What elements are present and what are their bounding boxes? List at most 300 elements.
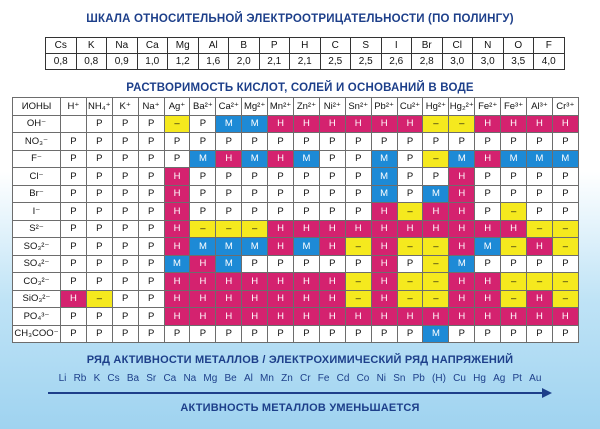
solubility-cell: М xyxy=(242,238,268,256)
table-row xyxy=(13,273,579,291)
solubility-cell: Р xyxy=(423,133,449,151)
metal-symbol: Sn xyxy=(393,373,406,384)
solubility-cell: Н xyxy=(449,203,475,221)
solubility-cell: Р xyxy=(138,325,164,343)
solubility-cell: Р xyxy=(345,150,371,168)
anion-label: CO₃²⁻ xyxy=(13,273,61,291)
cation-header: Hg²⁺ xyxy=(423,98,449,116)
solubility-cell: Н xyxy=(268,290,294,308)
solubility-cell: Н xyxy=(294,220,320,238)
solubility-cell: Р xyxy=(268,325,294,343)
solubility-cell: Р xyxy=(294,203,320,221)
cation-header: Hg₂²⁺ xyxy=(449,98,475,116)
anion-label: F⁻ xyxy=(13,150,61,168)
solubility-cell: Р xyxy=(294,255,320,273)
solubility-cell: Р xyxy=(86,168,112,186)
solubility-cell: – xyxy=(527,273,553,291)
solubility-cell: Н xyxy=(371,238,397,256)
decrease-arrow xyxy=(48,392,550,394)
element-cell: Cl xyxy=(442,38,473,54)
solubility-cell: Р xyxy=(475,325,501,343)
solubility-cell: – xyxy=(423,115,449,133)
metal-symbol: Al xyxy=(243,373,253,384)
solubility-cell: М xyxy=(371,150,397,168)
solubility-cell: Н xyxy=(268,150,294,168)
solubility-cell: Р xyxy=(319,203,345,221)
electronegativity-value: 2,8 xyxy=(412,54,443,70)
table-row xyxy=(13,150,579,168)
metal-symbol: K xyxy=(93,373,101,384)
solubility-cell: – xyxy=(501,290,527,308)
solubility-cell: Р xyxy=(112,133,138,151)
solubility-cell: Р xyxy=(86,238,112,256)
solubility-cell: Р xyxy=(61,238,87,256)
solubility-cell: Р xyxy=(138,150,164,168)
solubility-cell: – xyxy=(423,273,449,291)
cation-header-row xyxy=(13,98,579,116)
solubility-cell: Р xyxy=(552,255,578,273)
solubility-cell: Р xyxy=(61,133,87,151)
solubility-cell: Н xyxy=(268,273,294,291)
solubility-cell: – xyxy=(345,273,371,291)
solubility-cell: Р xyxy=(319,168,345,186)
solubility-cell: М xyxy=(552,150,578,168)
cation-header: Fe²⁺ xyxy=(475,98,501,116)
anion-label: SiO₃²⁻ xyxy=(13,290,61,308)
solubility-cell: Н xyxy=(319,290,345,308)
solubility-cell: Н xyxy=(216,273,242,291)
solubility-cell: Н xyxy=(61,290,87,308)
solubility-cell: Р xyxy=(138,168,164,186)
solubility-cell: Р xyxy=(61,150,87,168)
electronegativity-value: 0,9 xyxy=(107,54,138,70)
solubility-table xyxy=(12,97,579,343)
anion-label: Cl⁻ xyxy=(13,168,61,186)
electronegativity-value: 4,0 xyxy=(534,54,565,70)
element-cell: O xyxy=(503,38,534,54)
solubility-cell: Н xyxy=(371,220,397,238)
solubility-cell: – xyxy=(216,220,242,238)
solubility-cell: Н xyxy=(423,203,449,221)
solubility-cell: – xyxy=(552,220,578,238)
solubility-cell: Р xyxy=(397,150,423,168)
solubility-cell: Н xyxy=(371,115,397,133)
electronegativity-value: 1,0 xyxy=(137,54,168,70)
solubility-cell: Р xyxy=(527,325,553,343)
solubility-cell: Н xyxy=(345,115,371,133)
metal-symbol: Mn xyxy=(260,373,274,384)
element-cell: F xyxy=(534,38,565,54)
solubility-cell: Н xyxy=(475,220,501,238)
solubility-cell: Н xyxy=(190,273,216,291)
solubility-cell: Р xyxy=(86,273,112,291)
solubility-cell: Н xyxy=(449,273,475,291)
solubility-cell: Н xyxy=(216,308,242,326)
metal-symbol: Cu xyxy=(453,373,466,384)
solubility-cell: Н xyxy=(449,238,475,256)
metal-symbol: Sr xyxy=(146,373,157,384)
solubility-cell: Р xyxy=(345,255,371,273)
solubility-cell: Н xyxy=(501,220,527,238)
solubility-cell: Р xyxy=(112,185,138,203)
solubility-cell: М xyxy=(216,115,242,133)
solubility-cell: Р xyxy=(61,273,87,291)
solubility-title: РАСТВОРИМОСТЬ КИСЛОТ, СОЛЕЙ И ОСНОВАНИЙ В ВОДЕ xyxy=(126,82,474,94)
solubility-cell: Р xyxy=(475,133,501,151)
solubility-cell: Р xyxy=(552,168,578,186)
solubility-cell: Н xyxy=(319,220,345,238)
solubility-cell: Р xyxy=(242,255,268,273)
solubility-cell: – xyxy=(345,238,371,256)
table-row xyxy=(13,238,579,256)
solubility-cell: Р xyxy=(397,168,423,186)
electronegativity-value: 0,8 xyxy=(76,54,107,70)
solubility-cell: Р xyxy=(61,308,87,326)
solubility-cell: Р xyxy=(138,220,164,238)
solubility-cell: – xyxy=(86,290,112,308)
solubility-cell: Н xyxy=(294,115,320,133)
solubility-cell: Р xyxy=(61,255,87,273)
solubility-cell: Р xyxy=(138,290,164,308)
element-cell: C xyxy=(320,38,351,54)
element-cell: B xyxy=(229,38,260,54)
solubility-cell: Р xyxy=(164,133,190,151)
cation-header: Ag⁺ xyxy=(164,98,190,116)
solubility-cell: Р xyxy=(475,203,501,221)
solubility-cell: Н xyxy=(475,273,501,291)
solubility-cell: Р xyxy=(501,133,527,151)
solubility-cell: Н xyxy=(242,308,268,326)
table-row xyxy=(13,133,579,151)
solubility-cell: Р xyxy=(449,133,475,151)
electronegativity-value: 2,1 xyxy=(290,54,321,70)
element-cell: S xyxy=(351,38,382,54)
solubility-cell: Р xyxy=(138,238,164,256)
solubility-cell: Р xyxy=(112,325,138,343)
solubility-cell: Р xyxy=(475,255,501,273)
cation-header: Cu²⁺ xyxy=(397,98,423,116)
table-row xyxy=(13,290,579,308)
solubility-cell: Н xyxy=(190,308,216,326)
solubility-cell: Р xyxy=(216,133,242,151)
solubility-cell: М xyxy=(190,238,216,256)
anion-label: CH₃COO⁻ xyxy=(13,325,61,343)
cation-header: Na⁺ xyxy=(138,98,164,116)
cation-header: Ba²⁺ xyxy=(190,98,216,116)
solubility-cell: Р xyxy=(242,325,268,343)
solubility-cell: Р xyxy=(501,168,527,186)
electronegativity-value: 2,5 xyxy=(351,54,382,70)
metal-symbol: Ba xyxy=(126,373,140,384)
solubility-cell: Н xyxy=(371,203,397,221)
cation-header: Cr³⁺ xyxy=(552,98,578,116)
solubility-cell: М xyxy=(475,238,501,256)
element-row xyxy=(46,38,565,54)
solubility-cell: Р xyxy=(112,255,138,273)
element-cell: I xyxy=(381,38,412,54)
solubility-cell: Р xyxy=(371,133,397,151)
solubility-cell: Р xyxy=(268,255,294,273)
solubility-cell: Р xyxy=(242,185,268,203)
solubility-cell: М xyxy=(371,168,397,186)
element-cell: Mg xyxy=(168,38,199,54)
electronegativity-title: ШКАЛА ОТНОСИТЕЛЬНОЙ ЭЛЕКТРООТРИЦАТЕЛЬНОСТИ (ПО ПОЛИНГУ) xyxy=(86,13,514,25)
electronegativity-value: 3,5 xyxy=(503,54,534,70)
solubility-cell: Н xyxy=(527,238,553,256)
solubility-cell: Р xyxy=(61,220,87,238)
solubility-cell: Р xyxy=(190,185,216,203)
solubility-cell: Н xyxy=(527,115,553,133)
metal-symbol: Cd xyxy=(336,373,350,384)
solubility-cell: Н xyxy=(397,115,423,133)
solubility-cell: Р xyxy=(86,308,112,326)
solubility-cell: Р xyxy=(61,185,87,203)
solubility-cell: Р xyxy=(475,185,501,203)
solubility-cell: – xyxy=(552,290,578,308)
solubility-cell: Р xyxy=(527,168,553,186)
solubility-cell xyxy=(61,115,87,133)
solubility-cell: Н xyxy=(475,115,501,133)
solubility-cell: Р xyxy=(527,203,553,221)
solubility-cell: Н xyxy=(423,220,449,238)
cation-header: Pb²⁺ xyxy=(371,98,397,116)
solubility-cell: Н xyxy=(397,220,423,238)
solubility-cell: – xyxy=(164,115,190,133)
solubility-cell: Р xyxy=(190,203,216,221)
metal-symbol: Cr xyxy=(299,373,311,384)
element-cell: Br xyxy=(412,38,443,54)
solubility-cell: Р xyxy=(216,168,242,186)
solubility-cell: Р xyxy=(397,133,423,151)
solubility-cell: Р xyxy=(112,168,138,186)
solubility-cell: Р xyxy=(397,325,423,343)
solubility-cell: Н xyxy=(164,308,190,326)
solubility-cell: М xyxy=(423,185,449,203)
solubility-cell: Р xyxy=(319,133,345,151)
solubility-cell: – xyxy=(501,273,527,291)
electronegativity-table xyxy=(45,37,565,70)
table-row xyxy=(13,168,579,186)
solubility-cell: – xyxy=(423,150,449,168)
electronegativity-value: 1,2 xyxy=(168,54,199,70)
metal-symbol: Zn xyxy=(281,373,293,384)
metal-symbol: Fe xyxy=(317,373,330,384)
solubility-cell: Н xyxy=(527,290,553,308)
table-row xyxy=(13,308,579,326)
solubility-cell: Н xyxy=(475,290,501,308)
metal-symbol: Rb xyxy=(73,373,87,384)
solubility-cell: Н xyxy=(371,308,397,326)
solubility-cell: Р xyxy=(552,203,578,221)
solubility-cell: Р xyxy=(112,150,138,168)
solubility-cell: Н xyxy=(552,308,578,326)
table-row xyxy=(13,115,579,133)
metal-symbol: Li xyxy=(58,373,67,384)
solubility-cell: – xyxy=(527,220,553,238)
metal-symbol: Cs xyxy=(107,373,120,384)
solubility-cell: Р xyxy=(138,203,164,221)
solubility-cell: Н xyxy=(449,220,475,238)
cation-header: Zn²⁺ xyxy=(294,98,320,116)
solubility-cell: – xyxy=(190,220,216,238)
solubility-cell: Р xyxy=(138,133,164,151)
solubility-cell: Н xyxy=(242,273,268,291)
solubility-cell: – xyxy=(397,290,423,308)
solubility-cell: Р xyxy=(319,325,345,343)
cation-header: Fe³⁺ xyxy=(501,98,527,116)
solubility-cell: Р xyxy=(527,133,553,151)
metal-symbol: Ag xyxy=(493,373,506,384)
solubility-cell: Р xyxy=(423,168,449,186)
solubility-cell: М xyxy=(164,255,190,273)
table-row xyxy=(13,220,579,238)
solubility-cell: Р xyxy=(527,255,553,273)
solubility-cell: Н xyxy=(552,115,578,133)
solubility-cell: М xyxy=(501,150,527,168)
solubility-cell: Р xyxy=(138,115,164,133)
anion-label: Br⁻ xyxy=(13,185,61,203)
solubility-cell: Н xyxy=(501,115,527,133)
solubility-cell: М xyxy=(242,115,268,133)
metal-symbol: Be xyxy=(224,373,237,384)
solubility-cell: Р xyxy=(242,203,268,221)
electronegativity-value: 3,0 xyxy=(473,54,504,70)
anion-label: SO₃²⁻ xyxy=(13,238,61,256)
element-cell: K xyxy=(76,38,107,54)
solubility-cell: Н xyxy=(268,238,294,256)
solubility-cell: Р xyxy=(527,185,553,203)
solubility-cell: Р xyxy=(112,203,138,221)
cation-header: Mn²⁺ xyxy=(268,98,294,116)
solubility-cell: Р xyxy=(501,325,527,343)
solubility-cell: – xyxy=(423,290,449,308)
solubility-cell: Р xyxy=(112,273,138,291)
metal-symbol: Pb xyxy=(412,373,425,384)
solubility-cell: Н xyxy=(501,308,527,326)
electronegativity-value: 0,8 xyxy=(46,54,77,70)
solubility-cell: – xyxy=(552,238,578,256)
solubility-cell: Р xyxy=(190,325,216,343)
solubility-cell: Р xyxy=(268,203,294,221)
solubility-cell: Н xyxy=(319,273,345,291)
solubility-cell: Р xyxy=(138,185,164,203)
metal-symbol: Hg xyxy=(473,373,486,384)
solubility-cell: Р xyxy=(112,238,138,256)
solubility-cell: Р xyxy=(86,150,112,168)
solubility-cell: Р xyxy=(552,133,578,151)
electronegativity-value: 3,0 xyxy=(442,54,473,70)
solubility-cell: Р xyxy=(319,185,345,203)
solubility-cell: Н xyxy=(449,290,475,308)
solubility-cell: Р xyxy=(86,325,112,343)
solubility-cell: Р xyxy=(138,273,164,291)
solubility-cell: Р xyxy=(164,325,190,343)
element-cell: N xyxy=(473,38,504,54)
solubility-cell: Р xyxy=(294,168,320,186)
solubility-cell: Р xyxy=(190,115,216,133)
solubility-cell: – xyxy=(397,203,423,221)
activity-series xyxy=(0,373,600,384)
solubility-cell: Н xyxy=(190,290,216,308)
solubility-cell: – xyxy=(501,238,527,256)
solubility-cell: Р xyxy=(112,115,138,133)
solubility-cell: Н xyxy=(319,238,345,256)
ions-corner: ИОНЫ xyxy=(13,98,61,116)
element-cell: Ca xyxy=(137,38,168,54)
solubility-cell: Р xyxy=(86,220,112,238)
solubility-cell: Н xyxy=(190,255,216,273)
solubility-cell: Н xyxy=(294,308,320,326)
solubility-cell: Н xyxy=(164,238,190,256)
solubility-cell: Р xyxy=(112,220,138,238)
cation-header: H⁺ xyxy=(61,98,87,116)
element-cell: Cs xyxy=(46,38,77,54)
solubility-cell: Н xyxy=(164,273,190,291)
solubility-cell: Р xyxy=(345,185,371,203)
solubility-cell: Р xyxy=(242,168,268,186)
solubility-cell: М xyxy=(527,150,553,168)
electronegativity-value: 2,1 xyxy=(259,54,290,70)
solubility-cell: Н xyxy=(449,185,475,203)
electronegativity-value: 1,6 xyxy=(198,54,229,70)
electronegativity-value: 2,6 xyxy=(381,54,412,70)
solubility-cell: Н xyxy=(216,150,242,168)
solubility-cell: Р xyxy=(371,325,397,343)
solubility-cell: Р xyxy=(138,255,164,273)
solubility-cell: Н xyxy=(294,273,320,291)
solubility-cell: М xyxy=(371,185,397,203)
solubility-cell: Н xyxy=(216,290,242,308)
solubility-cell: М xyxy=(190,150,216,168)
solubility-cell: Р xyxy=(294,325,320,343)
solubility-cell: Н xyxy=(527,308,553,326)
metal-symbol: Ni xyxy=(376,373,387,384)
solubility-cell: Н xyxy=(164,185,190,203)
table-row xyxy=(13,185,579,203)
solubility-cell: М xyxy=(216,255,242,273)
solubility-cell: Н xyxy=(319,115,345,133)
element-cell: Al xyxy=(198,38,229,54)
element-cell: H xyxy=(290,38,321,54)
solubility-cell: Н xyxy=(268,220,294,238)
solubility-cell: Р xyxy=(190,133,216,151)
solubility-cell: – xyxy=(449,115,475,133)
solubility-cell: – xyxy=(501,203,527,221)
solubility-cell: Р xyxy=(61,325,87,343)
electronegativity-value: 2,5 xyxy=(320,54,351,70)
anion-label: PO₄³⁻ xyxy=(13,308,61,326)
table-row xyxy=(13,203,579,221)
solubility-cell: Р xyxy=(475,168,501,186)
anion-label: NO₃⁻ xyxy=(13,133,61,151)
value-row xyxy=(46,54,565,70)
solubility-cell: М xyxy=(216,238,242,256)
solubility-cell: Н xyxy=(371,273,397,291)
metal-symbol: Ca xyxy=(163,373,177,384)
solubility-cell: Р xyxy=(112,308,138,326)
solubility-cell: М xyxy=(449,255,475,273)
cation-header: Ca²⁺ xyxy=(216,98,242,116)
solubility-cell: Р xyxy=(242,133,268,151)
solubility-cell: М xyxy=(294,238,320,256)
solubility-cell: Р xyxy=(552,325,578,343)
solubility-cell: Р xyxy=(268,185,294,203)
solubility-cell: Р xyxy=(268,168,294,186)
element-cell: Na xyxy=(107,38,138,54)
solubility-cell: Н xyxy=(164,290,190,308)
solubility-cell: М xyxy=(449,150,475,168)
anion-label: OH⁻ xyxy=(13,115,61,133)
